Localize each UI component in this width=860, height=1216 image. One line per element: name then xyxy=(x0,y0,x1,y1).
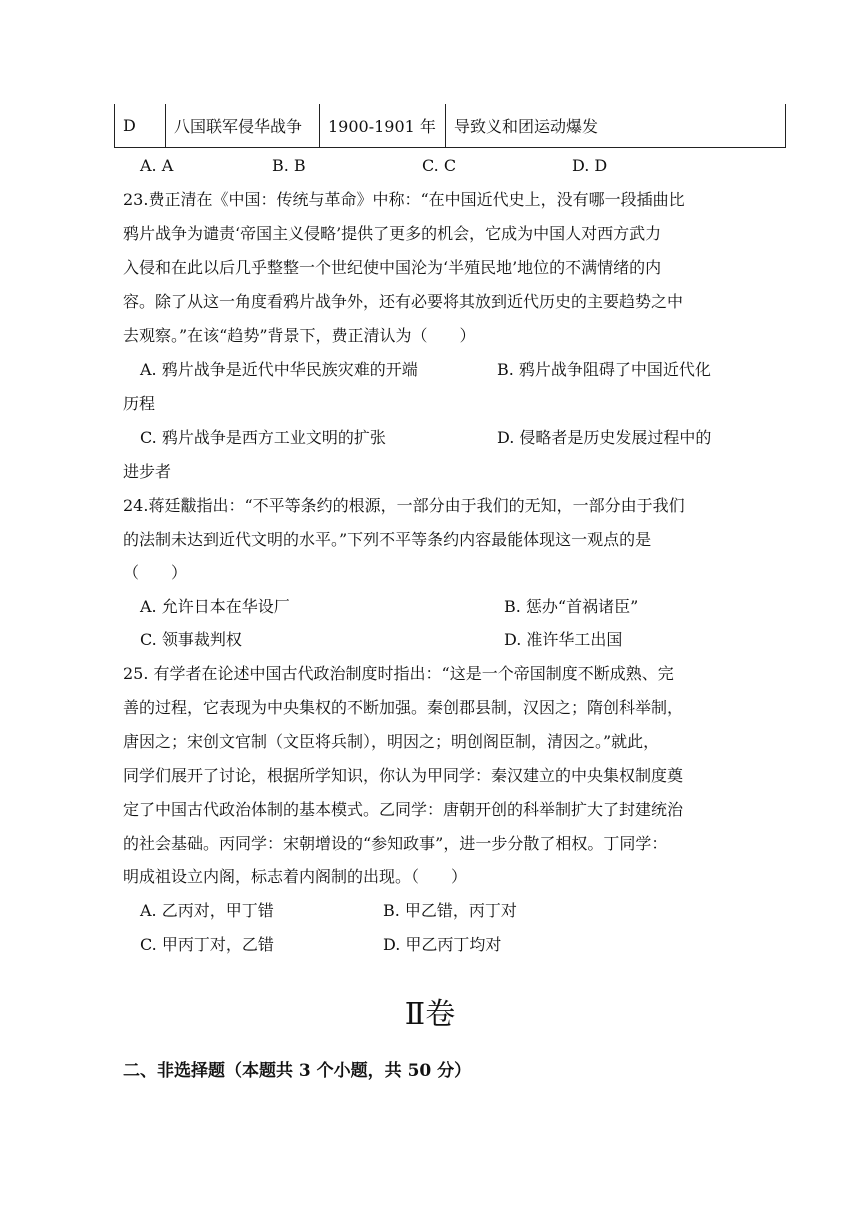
q25-option-b: B. 甲乙错，丙丁对 xyxy=(383,901,517,920)
part-two-title: Ⅱ卷 xyxy=(404,997,456,1032)
q25-stem-line: 的社会基础。丙同学：宋朝增设的“参知政事”，进一步分散了相权。丁同学： xyxy=(123,834,668,853)
q25-option-c: C. 甲丙丁对，乙错 xyxy=(140,935,274,954)
q24-option-a: A. 允许日本在华设厂 xyxy=(140,597,290,616)
table-cell-letter: D xyxy=(115,104,166,148)
q22-option-c: C. C xyxy=(422,156,457,175)
q24-stem-line: （ ） xyxy=(123,563,188,582)
table-cell-effect: 导致义和团运动爆发 xyxy=(446,104,786,148)
q24-stem-line: 24.蒋廷黻指出：“不平等条约的根源，一部分由于我们的无知，一部分由于我们 xyxy=(123,496,685,515)
q25-stem-line: 25. 有学者在论述中国古代政治制度时指出：“这是一个帝国制度不断成熟、完 xyxy=(123,664,674,683)
q25-option-a: A. 乙丙对，甲丁错 xyxy=(140,901,274,920)
q23-stem-line: 鸦片战争为谴责‘帝国主义侵略’提供了更多的机会，它成为中国人对西方武力 xyxy=(123,224,662,243)
q23-stem-line: 23.费正清在《中国：传统与革命》中称：“在中国近代史上，没有哪一段插曲比 xyxy=(123,190,685,209)
answer-table xyxy=(114,104,786,148)
q25-stem-line: 定了中国古代政治体制的基本模式。乙同学：唐朝开创的科举制扩大了封建统治 xyxy=(123,800,684,819)
q23-option-b: B. 鸦片战争阻碍了中国近代化 xyxy=(497,360,711,379)
q23-option-c: C. 鸦片战争是西方工业文明的扩张 xyxy=(140,428,386,447)
q25-stem-line: 同学们展开了讨论，根据所学知识，你认为甲同学：秦汉建立的中央集权制度奠 xyxy=(123,766,684,785)
table-cell-event: 八国联军侵华战争 xyxy=(166,104,320,148)
q23-option-d: D. 侵略者是历史发展过程中的 xyxy=(497,428,712,447)
q25-option-d: D. 甲乙丙丁均对 xyxy=(383,935,502,954)
q23-option-b-continued: 历程 xyxy=(123,394,156,413)
table-cell-years: 1900-1901 年 xyxy=(320,104,446,148)
q23-option-a: A. 鸦片战争是近代中华民族灾难的开端 xyxy=(140,360,418,379)
table-row xyxy=(115,104,786,148)
q22-option-a: A. A xyxy=(140,156,174,175)
q25-stem-line: 明成祖设立内阁，标志着内阁制的出现。（ ） xyxy=(123,867,468,886)
q22-option-b: B. B xyxy=(272,156,306,175)
q23-option-d-continued: 进步者 xyxy=(123,462,172,481)
q22-option-d: D. D xyxy=(572,156,608,175)
q24-stem-line: 的法制未达到近代文明的水平。”下列不平等条约内容最能体现这一观点的是 xyxy=(123,530,652,549)
q25-stem-line: 唐因之；宋创文官制（文臣将兵制），明因之；明创阁臣制，清因之。”就此， xyxy=(123,732,660,751)
q24-option-c: C. 领事裁判权 xyxy=(140,630,242,649)
q23-stem-line: 入侵和在此以后几乎整整一个世纪使中国沦为‘半殖民地’地位的不满情绪的内 xyxy=(123,258,662,277)
section-two-heading: 二、非选择题（本题共 3 个小题，共 50 分） xyxy=(123,1061,472,1081)
q25-stem-line: 善的过程，它表现为中央集权的不断加强。秦创郡县制，汉因之；隋创科举制， xyxy=(123,698,684,717)
q23-stem-line: 容。除了从这一角度看鸦片战争外，还有必要将其放到近代历史的主要趋势之中 xyxy=(123,292,684,311)
q24-option-b: B. 惩办“首祸诸臣” xyxy=(504,597,639,616)
q23-stem-line: 去观察。”在该“趋势”背景下，费正清认为（ ） xyxy=(123,326,476,345)
q24-option-d: D. 准许华工出国 xyxy=(504,630,623,649)
